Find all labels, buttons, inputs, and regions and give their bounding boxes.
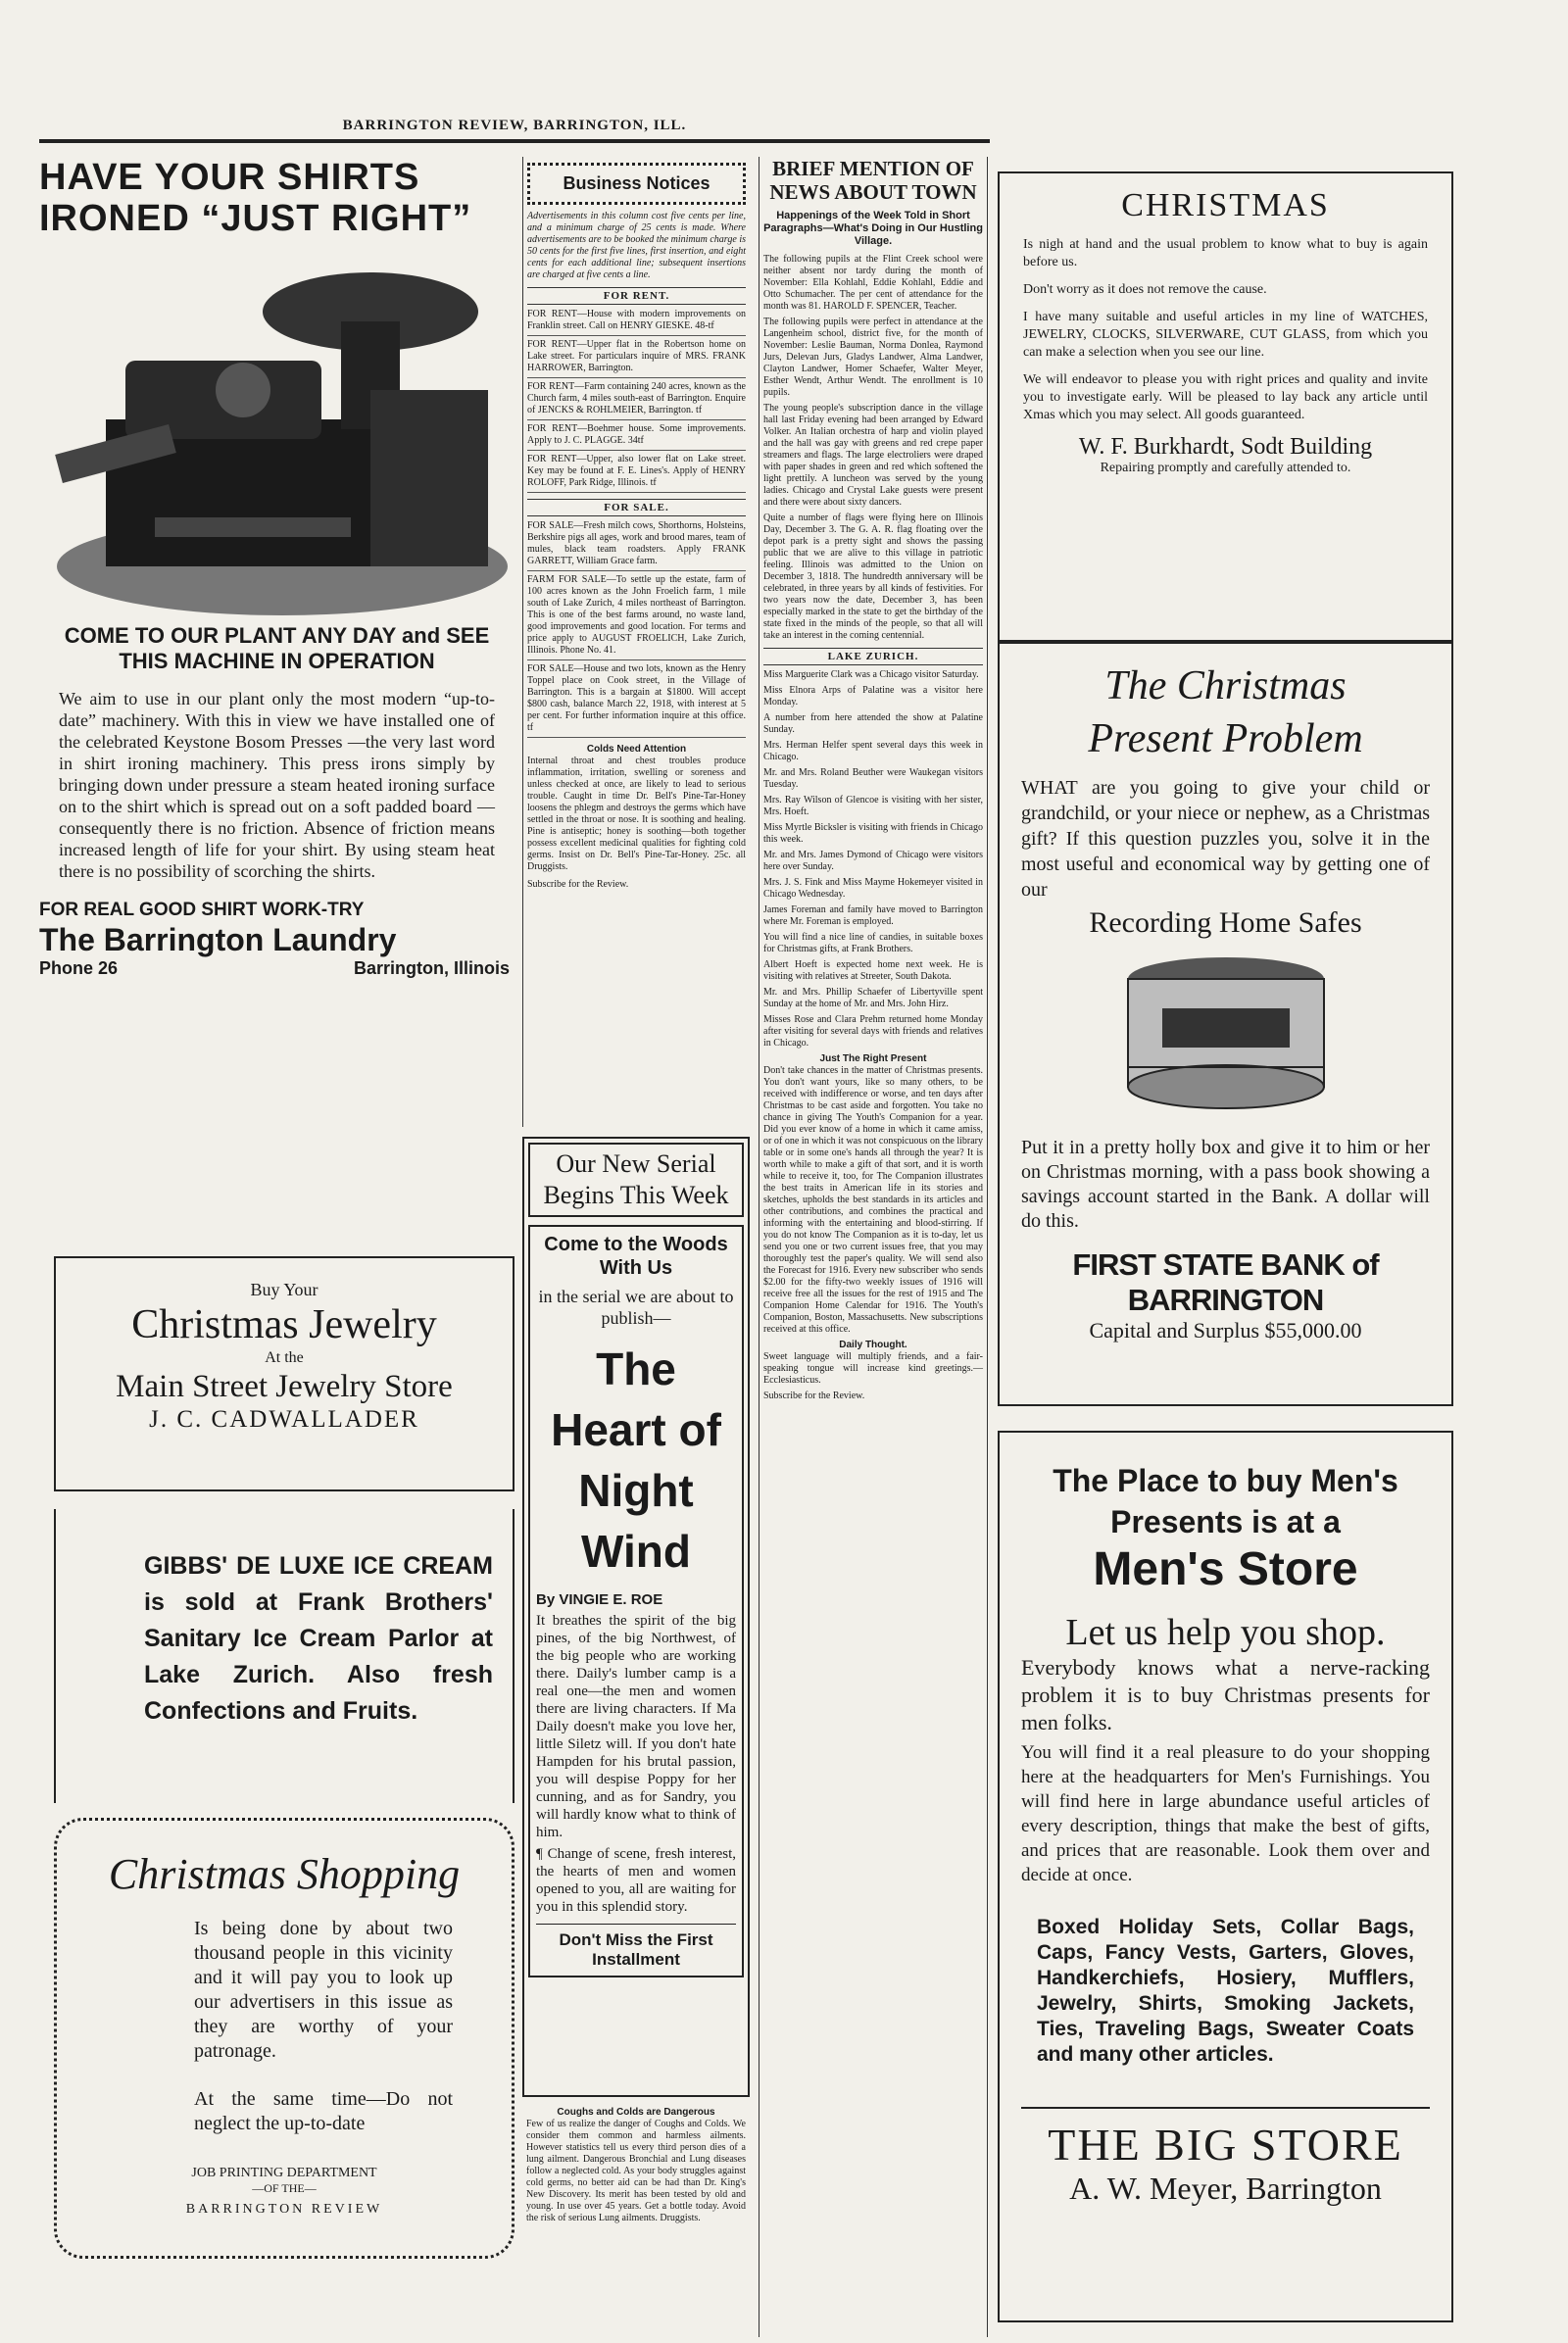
bank-capital: Capital and Surplus $55,000.00 xyxy=(1089,1318,1362,1342)
lake-zurich-item: Mrs. Herman Helfer spent several days this week in Chicago. xyxy=(763,740,983,762)
shopping-title: Christmas Shopping xyxy=(108,1850,461,1898)
for-rent-heading: FOR RENT. xyxy=(527,287,746,305)
home-safe-illustration xyxy=(1123,950,1329,1116)
lake-zurich-item: Mr. and Mrs. Roland Beuther were Waukegan visitors Tuesday. xyxy=(763,767,983,790)
meyer-ad xyxy=(998,1431,1453,2322)
laundry-contact xyxy=(39,958,510,979)
burkhardt-title: CHRISTMAS xyxy=(1121,187,1330,223)
jewelry-line1: Buy Your xyxy=(250,1280,318,1299)
for-rent-item: FOR RENT—Upper flat in the Robertson home on Lake street. For particulars inquire of MRS. FRANK HARROWER, Barrington. xyxy=(527,339,746,378)
laundry-ad xyxy=(39,157,514,1225)
for-sale-item: FOR SALE—House and two lots, known as the Henry Toppel place on Cook street, in the Village of Barrington. This is a bargain at $1800. Will accept $800 cash, balance March 22, 1918, with interest at 5 per cent. For further information inquire at this office. tf xyxy=(527,663,746,738)
business-notices-intro: Advertisements in this column cost five cents per line, and a minimum charge of 25 cents is made. Where advertisements are to be booked the minimum charge is 50 cents for the first five lines, first insertion, and eight cents for each additional line; subsequent insertions are charged at five cents a line. xyxy=(527,211,746,280)
laundry-body: We aim to use in our plant only the most modern “up-to-date” machinery. With this in view we have installed one of the celebrated Keystone Bosom Presses —the very last word in shirt ironing machinery. This press irons simply by bringing down under pressure a steam heated ironing surface on to the shirt which is spread out on a soft padded board —consequently there is no friction. Absence of friction means increased length of life for your shirt. By using steam heat there is no possibility of scorching the shirts. xyxy=(59,689,495,881)
laundry-headline: HAVE YOUR SHIRTS IRONED “JUST RIGHT” xyxy=(39,157,472,239)
coughs-heading: Coughs and Colds are Dangerous xyxy=(557,2107,715,2118)
brief-paragraph: The following pupils were perfect in attendance at the Langenheim school, district five, for the month of November: Leslie Bauman, Norma Donlea, Raymond Jurs, Delevan Jurs, Gladys Landwer, Alma Landwer, Clayton Landwer, Homer Schaefer, Walter Meyer, Esther Wendt, Arthur Wendt. The enrollment is 10 pupils. xyxy=(763,317,983,398)
bank-p2: Put it in a pretty holly box and give it to him or her on Christmas morning, with a pass book showing a savings account started in the Bank. A dollar will do this. xyxy=(1021,1137,1430,1232)
serial-miss: Don't Miss the First Installment xyxy=(536,1924,736,1970)
burkhardt-p2: Don't worry as it does not remove the cause. xyxy=(1023,282,1267,297)
shopping-job-line2: —OF THE— xyxy=(252,2181,317,2195)
serial-title: Our New Serial Begins This Week xyxy=(528,1143,744,1217)
lake-zurich-item: Misses Rose and Clara Prehm returned home Monday after visiting for several days with friends and relatives in Chicago. xyxy=(763,1014,983,1049)
laundry-phone: Phone 26 xyxy=(39,958,119,978)
burkhardt-p1: Is nigh at hand and the usual problem to know what to buy is again before us. xyxy=(1023,237,1428,269)
thought-heading: Daily Thought. xyxy=(839,1340,907,1350)
brief-title-2: NEWS ABOUT TOWN xyxy=(769,180,977,204)
brief-title-1: BRIEF MENTION OF xyxy=(772,157,974,180)
bank-p1: WHAT are you going to give your child or grandchild, or your niece or nephew, as a Christmas gift? If this question puzzles you, solve it in the most useful and economical way by getting one of our xyxy=(1021,777,1430,901)
lake-zurich-item: Mrs. Ray Wilson of Glencoe is visiting with her sister, Mrs. Hoeft. xyxy=(763,795,983,817)
shopping-body1: Is being done by about two thousand people in this vicinity and it will pay you to look up our advertisers in this issue as they are worthy of your patronage. xyxy=(194,1918,453,2062)
christmas-shopping-ad xyxy=(54,1818,514,2259)
present-text: Don't take chances in the matter of Christmas presents. You don't want yours, like so many others, to be received with indifference or worse, and ten days after Christmas to be cast aside and forgotten. You take no chance in giving The Youth's Companion for a year. Did you ever know of a home in which it came amiss, or of one in which it was not conspicuous on the library table or in some one's hands all through the year? It is worth while to make a gift of that sort, and it is worth while to receive it, too, for The Companion illustrates the best traits in American life in its stories and sketches, upholds the best standards in its articles and other contributions, and combines the practical and informing with the entertaining and blood-stirring. If you do not know The Companion as it is to-day, let us send you one or two current issues free, that you may thoroughly test the paper's quality. We will send also the Forecast for 1916. Every new subscriber who sends $2.00 for the fifty-two weekly issues of 1916 will receive free all the issues for the rest of 1915 and The Companion Home Calendar for 1916. The Youth's Companion, Boston, Massachusetts. New subscriptions received at this office. xyxy=(763,1065,983,1335)
subscribe-note: Subscribe for the Review. xyxy=(527,879,629,890)
jewelry-line4: Main Street Jewelry Store xyxy=(116,1369,453,1404)
lake-zurich-item: Miss Myrtle Bicksler is visiting with friends in Chicago this week. xyxy=(763,822,983,845)
lake-zurich-item: Miss Marguerite Clark was a Chicago visitor Saturday. xyxy=(763,669,979,680)
shopping-job-line3: BARRINGTON REVIEW xyxy=(185,2202,383,2217)
for-rent-item: FOR RENT—House with modern improvements on Franklin street. Call on HENRY GIESKE. 48-tf xyxy=(527,309,746,336)
brief-paragraph: The young people's subscription dance in the village hall last Friday evening had been arranged by Edward Volker. An Italian orchestra of harp and violin played and the hall was gay with greens and red crepe paper streamers and flags. The large electroliers were draped with paper shades in green and red which softened the light prettily. A luncheon was served by the young ladies. Chicago and Crystal Lake guests were present and there were about sixty dancers. xyxy=(763,403,983,508)
subscribe-note-2: Subscribe for the Review. xyxy=(763,1391,865,1401)
jewelry-line2: Christmas Jewelry xyxy=(131,1302,437,1347)
present-heading: Just The Right Present xyxy=(819,1053,927,1064)
brief-subtitle: Happenings of the Week Told in Short Paragraphs—What's Doing in Our Hustling Village. xyxy=(763,210,983,247)
meyer-body: You will find it a real pleasure to do your shopping here at the headquarters for Men's Furnishings. You will find here in large abundance useful articles of every description, things that make the best of gifts, and prices that are reasonable. Look them over and decide at once. xyxy=(1021,1742,1430,1885)
lake-zurich-item: Mr. and Mrs. Phillip Schaefer of Libertyville spent Sunday at the home of Mr. and Mrs. John Hirz. xyxy=(763,987,983,1009)
laundry-name: The Barrington Laundry xyxy=(39,922,397,957)
meyer-h3: Let us help you shop. xyxy=(1065,1612,1386,1653)
lake-zurich-item: You will find a nice line of candies, in suitable boxes for Christmas gifts, at Frank Brothers. xyxy=(763,932,983,954)
ice-cream-text: GIBBS' DE LUXE ICE CREAM is sold at Frank Brothers' Sanitary Ice Cream Parlor at Lake Zurich. Also fresh Confections and Fruits. xyxy=(144,1552,493,1725)
laundry-city: Barrington, Illinois xyxy=(353,958,510,978)
coughs-notice xyxy=(522,2107,750,2332)
ice-cream-ad xyxy=(54,1509,514,1803)
for-rent-item: FOR RENT—Upper, also lower flat on Lake street. Key may be found at F. E. Lines's. Apply of HENRY ROLOFF, Park Ridge, Illinois. tf xyxy=(527,454,746,493)
shopping-body2: At the same time—Do not neglect the up-to-date xyxy=(194,2088,453,2134)
burkhardt-name: W. F. Burkhardt, Sodt Building xyxy=(1078,434,1373,460)
serial-blurb: It breathes the spirit of the big pines, of the big Northwest, of the big people who are working there. Daily's lumber camp is a real one—the men and women there are living characters. If Ma Daily doesn't make you love her, little Siletz will. If you don't hate Hampden for his brutal passion, you will despise Poppy for her cunning, and as for Sandry, you will hardly know what to think of him. xyxy=(536,1613,736,1840)
laundry-tagline: FOR REAL GOOD SHIRT WORK-TRY xyxy=(39,900,365,920)
laundry-subhead: COME TO OUR PLANT ANY DAY and SEE THIS MACHINE IN OPERATION xyxy=(64,623,490,673)
shopping-job-line1: JOB PRINTING DEPARTMENT xyxy=(191,2166,377,2180)
for-sale-item: FOR SALE—Fresh milch cows, Shorthorns, Holsteins, Berkshire pigs all ages, work and brood mares, team of mules, black team roadsters. Apply FRANK GARRETT, William Grace farm. xyxy=(527,520,746,571)
masthead: BARRINGTON REVIEW, BARRINGTON, ILL. xyxy=(342,118,687,133)
for-rent-item: FOR RENT—Farm containing 240 acres, known as the Church farm, 4 miles south-east of Barrington. Enquire of JENCKS & ROHLMEIER, Barrington. tf xyxy=(527,381,746,420)
business-notices-title: Business Notices xyxy=(527,163,746,205)
meyer-h4: Everybody knows what a nerve-racking problem it is to buy Christmas presents for men folks. xyxy=(1021,1655,1430,1734)
thought-text: Sweet language will multiply friends, and a fair-speaking tongue will increase kind greetings.—Ecclesiasticus. xyxy=(763,1351,983,1386)
serial-change: ¶ Change of scene, fresh interest, the hearts of men and women opened to you, all are waiting for you in this splendid story. xyxy=(536,1846,736,1915)
bank-name: FIRST STATE BANK of BARRINGTON xyxy=(1072,1247,1379,1317)
serial-author: By VINGIE E. ROE xyxy=(536,1591,663,1608)
jewelry-line5: J. C. CADWALLADER xyxy=(149,1406,419,1433)
business-notices xyxy=(522,157,750,1127)
burkhardt-repair: Repairing promptly and carefully attended to. xyxy=(1100,461,1351,475)
serial-book-title: The Heart of Night Wind xyxy=(551,1343,721,1577)
lake-zurich-item: A number from here attended the show at Palatine Sunday. xyxy=(763,712,983,735)
serial-come: Come to the Woods With Us xyxy=(544,1234,728,1279)
meyer-store: THE BIG STORE xyxy=(1021,2107,1430,2171)
brief-paragraph: Quite a number of flags were flying here on Illinois Day, December 3. The G. A. R. flag floating over the depot park is a pretty sight and shows the passing public that we are alive to this village in patriotic feeling. Illinois was admitted to the Union on December 3, 1818. The hundredth anniversary will be celebrated, in three years by all kinds of festivities. For two years now the date, December 3, has been especially marked in the state to get the birthday of the state fixed in the minds of the people, so that all will take an interest in the coming centennial. xyxy=(763,513,983,641)
ironing-machine-illustration xyxy=(47,243,508,615)
lake-zurich-item: Albert Hoeft is expected home next week. He is visiting with relatives at Streeter, South Dakota. xyxy=(763,959,983,982)
meyer-h2: Men's Store xyxy=(1093,1543,1358,1595)
lake-zurich-item: Miss Elnora Arps of Palatine was a visitor here Monday. xyxy=(763,685,983,708)
jewelry-ad xyxy=(54,1256,514,1491)
burkhardt-p3: I have many suitable and useful articles in my line of WATCHES, JEWELRY, CLOCKS, SILVERWARE, CUT GLASS, from which you can make a selection when you see our line. xyxy=(1023,310,1428,360)
lake-zurich-item: Mr. and Mrs. James Dymond of Chicago were visitors here over Sunday. xyxy=(763,850,983,872)
meyer-name: A. W. Meyer, Barrington xyxy=(1069,2171,1382,2206)
lake-zurich-heading: LAKE ZURICH. xyxy=(763,648,983,665)
serial-inner-box xyxy=(528,1225,744,1977)
for-sale-item: FARM FOR SALE—To settle up the estate, farm of 100 acres known as the John Froelich farm, 1 mile south of Lake Zurich, 4 miles northeast of Barrington. This is one of the best farms around, no waste land, good improvements and good location. For terms and price apply to AUGUST FROELICH, Lake Zurich, Illinois. Phone No. 41. xyxy=(527,574,746,660)
colds-heading: Colds Need Attention xyxy=(586,744,687,755)
meyer-list: Boxed Holiday Sets, Collar Bags, Caps, Fancy Vests, Garters, Gloves, Handkerchiefs, Hosiery, Mufflers, Jewelry, Shirts, Smoking Jackets, Ties, Traveling Bags, Sweater Coats and many other articles. xyxy=(1037,1916,1414,2066)
bank-safes: Recording Home Safes xyxy=(1089,906,1362,939)
lake-zurich-item: James Foreman and family have moved to Barrington where Mr. Foreman is employed. xyxy=(763,904,983,927)
for-sale-heading: FOR SALE. xyxy=(527,499,746,516)
brief-paragraph: The following pupils at the Flint Creek school were neither absent nor tardy during the month of November: Ella Kohlahl, Eddie Kohlahl, Eddie and Otto Schumacher. The per cent of attendance for the month was 81. HAROLD F. SPENCER, Teacher. xyxy=(763,254,983,312)
lake-zurich-item: Mrs. J. S. Fink and Miss Mayme Hokemeyer visited in Chicago Wednesday. xyxy=(763,877,983,900)
colds-text: Internal throat and chest troubles produce inflammation, irritation, swelling or soreness and unless checked at once, are likely to lead to serious trouble. Caught in time Dr. Bell's Pine-Tar-Honey loosens the phlegm and destroys the germs which have settled in the throat or nose. It is soothing and healing. Pine is antiseptic; honey is soothing—both together possess excellent medicinal qualities for fighting cold germs. Insist on Dr. Bell's Pine-Tar-Honey. 25c. all Druggists. xyxy=(527,756,746,872)
coughs-text: Few of us realize the danger of Coughs and Colds. We consider them common and harmless ailments. However statistics tell us every third person dies of a lung ailment. Dangerous Bronchial and Lung diseases follow a neglected cold. As your body struggles against cold germs, no better aid can be had than Dr. King's New Discovery. Its merit has been tested by old and young. In use over 45 years. Get a bottle today. Avoid the risk of serious Lung ailments. Druggists. xyxy=(526,2119,746,2223)
jewelry-line3: At the xyxy=(265,1349,304,1366)
for-rent-item: FOR RENT—Boehmer house. Some improvements. Apply to J. C. PLAGGE. 34tf xyxy=(527,423,746,451)
masthead-rule xyxy=(39,139,990,143)
burkhardt-ad xyxy=(998,171,1453,642)
bank-ad xyxy=(998,642,1453,1406)
brief-mention xyxy=(759,157,988,2337)
serial-ad xyxy=(522,1137,750,2097)
meyer-h1: The Place to buy Men's Presents is at a xyxy=(1053,1463,1398,1539)
serial-about: in the serial we are about to publish— xyxy=(538,1287,734,1328)
bank-title: The Christmas Present Problem xyxy=(1088,663,1363,761)
burkhardt-p4: We will endeavor to please you with right prices and quality and invite you to investigate early. Will be pleased to lay back any article until Xmas which you may select. All goods guaranteed. xyxy=(1023,372,1428,422)
